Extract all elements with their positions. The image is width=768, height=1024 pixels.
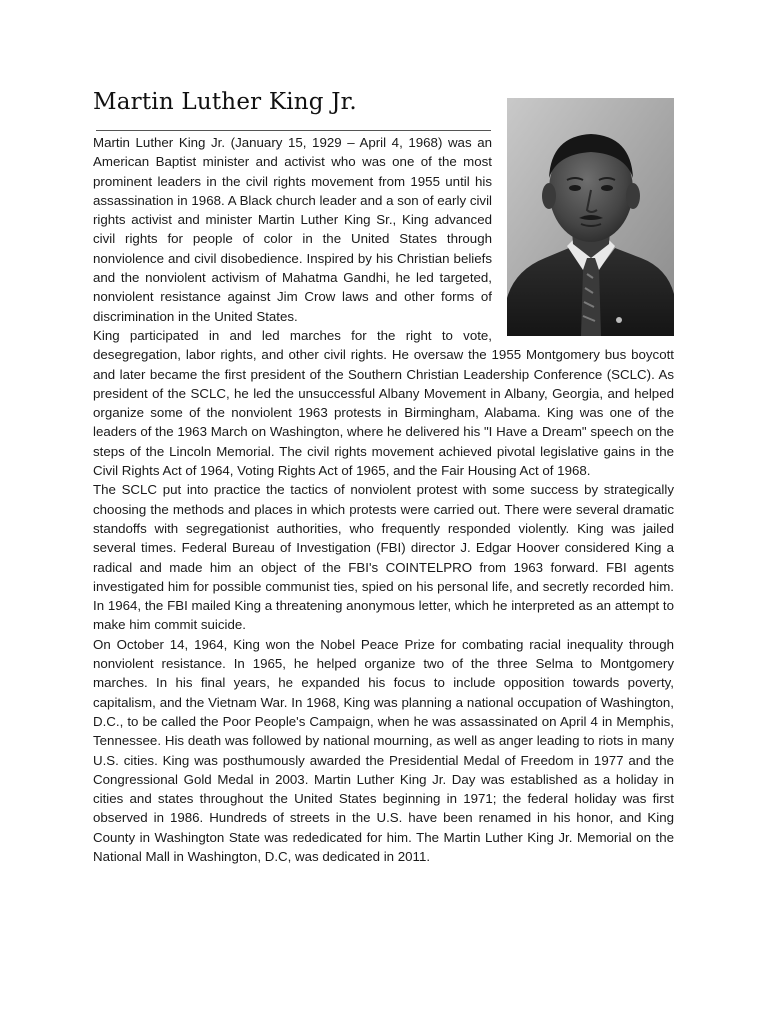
paragraph-4: On October 14, 1964, King won the Nobel Peace Prize for combating racial inequality through nonviolent resistance. In 1965, he helped organize two of the three Selma to Montgomery marches. In his final years, he expanded his focus to include opposition towards poverty, capitalism, and the Vietnam War. In 1968, King was planning a national occupation of Washington, D.C., to be called the Poor People's Campaign, when he was assassinated on April 4 in Memphis, Tennessee. His death was followed by national mourning, as well as anger leading to riots in many U.S. cities. King was posthumously awarded the Presidential Medal of Freedom in 1977 and the Congressional Gold Medal in 2003. Martin Luther King Jr. Day was established as a holiday in cities and states throughout the United States beginning in 1971; the federal holiday was first observed in 1986. Hundreds of streets in the U.S. have been renamed in his honor, and King County in Washington State was rededicated for him. The Martin Luther King Jr. Memorial on the National Mall in Washington, D.C, was dedicated in 2011. [93, 636, 674, 864]
page-title: Martin Luther King Jr. [93, 89, 357, 115]
article-body [93, 133, 674, 866]
paragraph-1: Martin Luther King Jr. (January 15, 1929 – April 4, 1968) was an American Baptist minister and activist who was one of the most prominent leaders in the civil rights movement from 1955 until his assassination in 1968. A Black church leader and a son of early civil rights activist and minister Martin Luther King Sr., King advanced civil rights for people of color in the United States through nonviolence and civil disobedience. Inspired by his Christian beliefs and the nonviolent activism of Mahatma Gandhi, he led targeted, nonviolent resistance against Jim Crow laws and other forms of discrimination in the United States. [93, 135, 492, 324]
title-divider [96, 130, 491, 131]
paragraph-3: The SCLC put into practice the tactics of nonviolent protest with some success by strategically choosing the methods and places in which protests were carried out. There were several dramatic standoffs with segregationist authorities, who frequently responded violently. King was jailed several times. Federal Bureau of Investigation (FBI) director J. Edgar Hoover considered King a radical and made him an object of the FBI's COINTELPRO from 1963 forward. FBI agents investigated him for possible communist ties, spied on his personal life, and secretly recorded him. In 1964, the FBI mailed King a threatening anonymous letter, which he interpreted as an attempt to make him commit suicide. [93, 482, 674, 633]
paragraph-2: King participated in and led marches for the right to vote, desegregation, labor rights, and other civil rights. He oversaw the 1955 Montgomery bus boycott and later became the first president of the Southern Christian Leadership Conference (SCLC). As president of the SCLC, he led the unsuccessful Albany Movement in Albany, Georgia, and helped organize some of the nonviolent 1963 protests in Birmingham, Alabama. King was one of the leaders of the 1963 March on Washington, where he delivered his "I Have a Dream" speech on the steps of the Lincoln Memorial. The civil rights movement achieved pivotal legislative gains in the Civil Rights Act of 1964, Voting Rights Act of 1965, and the Fair Housing Act of 1968. [93, 327, 674, 479]
